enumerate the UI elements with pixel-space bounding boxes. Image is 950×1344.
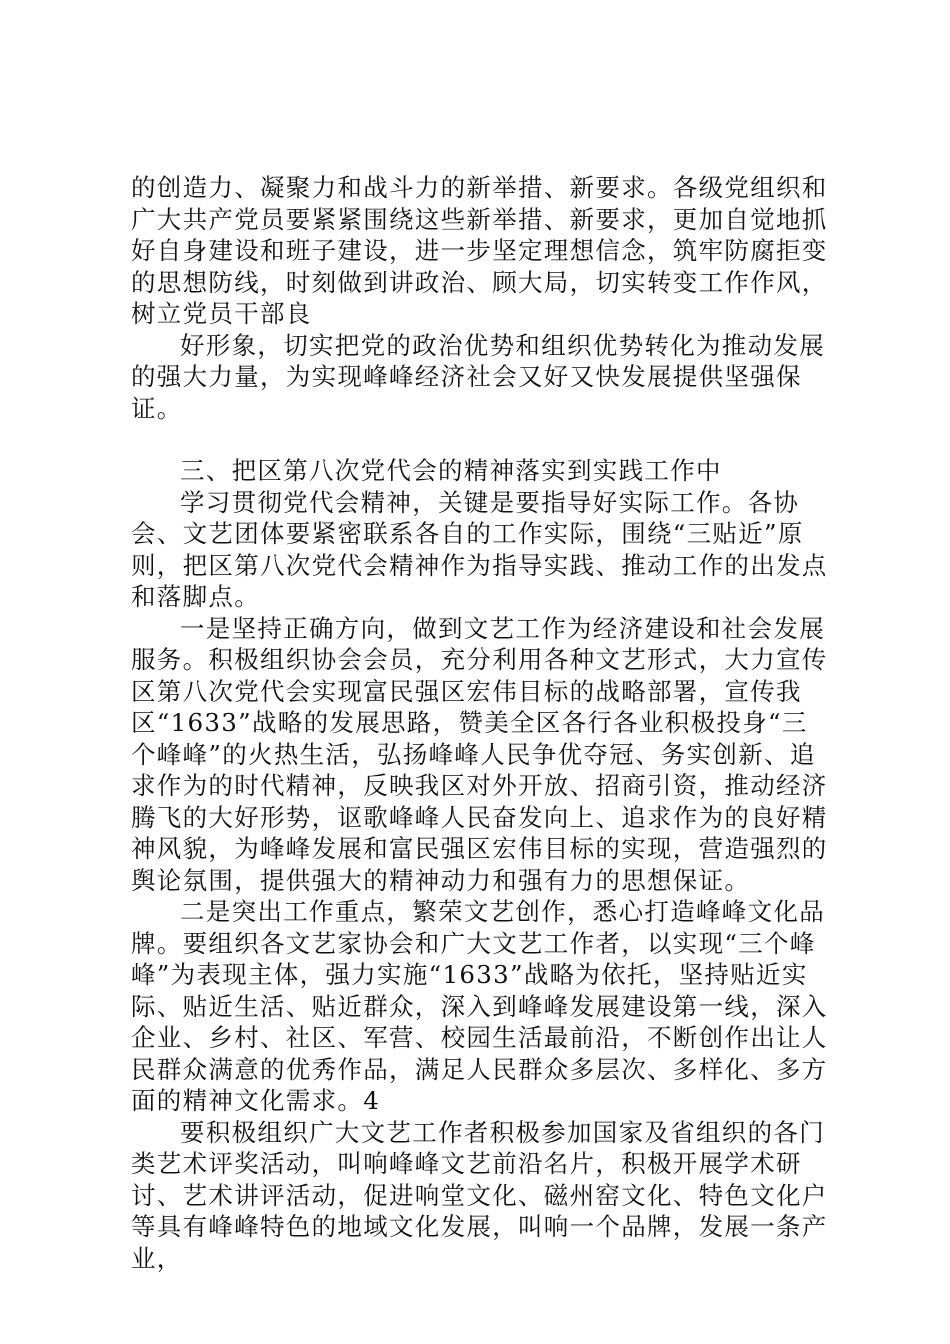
paragraph-p7: 要积极组织广大文艺工作者积极参加国家及省组织的各门类艺术评奖活动，叫响峰峰文艺前沿名片，积极开展学术研讨、艺术讲评活动，促进响堂文化、磁州窑文化、特色文化户等具有峰峰特色的地域文化发展，叫响一个品牌，发展一条产业， (131, 1117, 828, 1273)
paragraph-p6: 二是突出工作重点，繁荣文艺创作，悉心打造峰峰文化品牌。要组织各文艺家协会和广大文艺工作者，以实现“三个峰峰”为表现主体，强力实施“1633”战略为依托，坚持贴近实际、贴近生活、贴近群众，深入到峰峰发展建设第一线，深入企业、乡村、社区、军营、校园生活最前沿，不断创作出让人民群众满意的优秀作品，满足人民群众多层次、多样化、多方面的精神文化需求。4 (131, 897, 828, 1115)
paragraph-p2: 好形象，切实把党的政治优势和组织优势转化为推动发展的强大力量，为实现峰峰经济社会又好又快发展提供坚强保证。 (131, 330, 825, 423)
paragraph-spacer (131, 424, 831, 455)
section-heading-3: 三、把区第八次党代会的精神落实到实践工作中 (180, 456, 722, 485)
paragraph-p1: 的创造力、凝聚力和战斗力的新举措、新要求。各级党组织和广大共产党员要紧紧围绕这些新举措、新要求，更加自觉地抓好自身建设和班子建设，进一步坚定理想信念，筑牢防腐拒变的思想防线，时刻做到讲政治、顾大局，切实转变工作作风， 树立党员干部良 (131, 173, 828, 328)
paragraph-p4: 学习贯彻党代会精神，关键是要指导好实际工作。各协会、文艺团体要紧密联系各自的工作实际，围绕“三贴近”原则，把区第八次党代会精神作为指导实践、推动工作的出发点和落脚点。 (131, 487, 828, 611)
document-page (131, 172, 831, 1274)
paragraph-p5: 一是坚持正确方向，做到文艺工作为经济建设和社会发展服务。积极组织协会会员，充分利用各种文艺形式，大力宣传区第八次党代会实现富民强区宏伟目标的战略部署，宣传我区“1633”战略的发展思路，赞美全区各行各业积极投身“三个峰峰”的火热生活，弘扬峰峰人民争优夺冠、务实创新、追求作为的时代精神，反映我区对外开放、招商引资，推动经济腾飞的大好形势，讴歌峰峰人民奋发向上、追求作为的良好精神风貌，为峰峰发展和富民强区宏伟目标的实现，营造强烈的舆论氛围，提供强大的精神动力和强有力的思想保证。 (131, 613, 828, 895)
